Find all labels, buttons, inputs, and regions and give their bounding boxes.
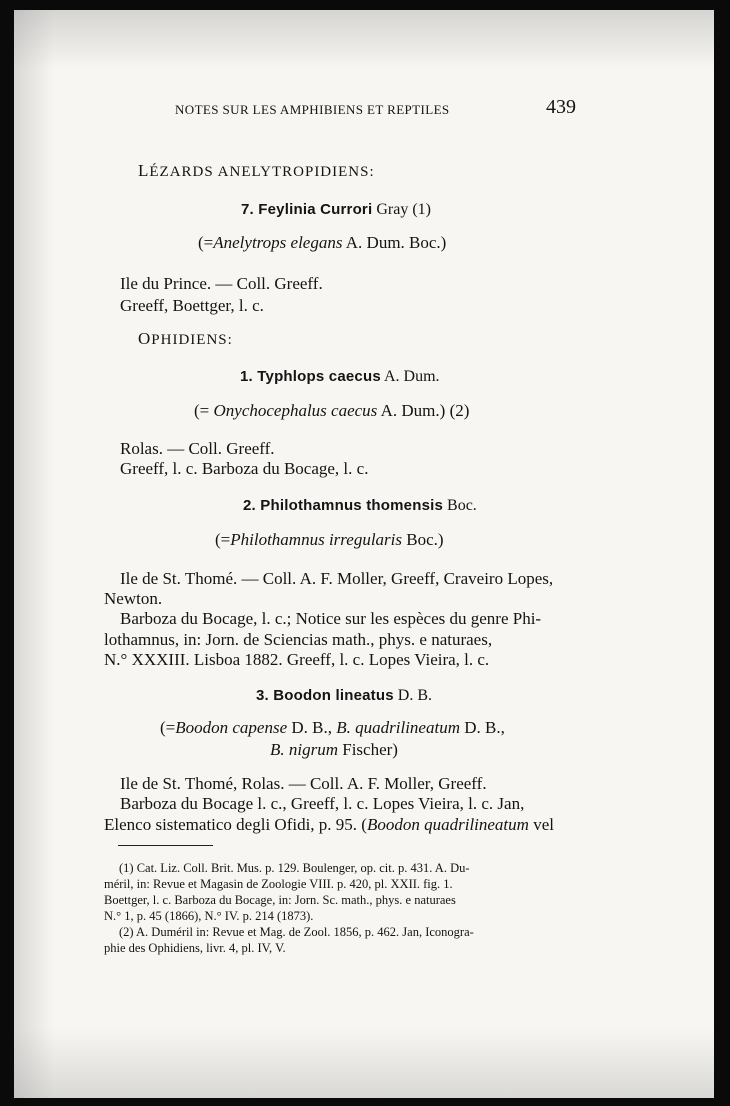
synonym-open: (= — [198, 233, 214, 252]
species-title-boodon — [256, 687, 432, 705]
philothamnus-line-4: lothamnus, in: Jorn. de Sciencias math., phys. e naturaes, — [104, 630, 493, 649]
synonym-open: (= — [215, 530, 231, 549]
synonym-authority-2: D. B., — [459, 718, 505, 737]
scan-shadow-bottom — [14, 1028, 714, 1098]
footnote-2-line-2: phie des Ophidiens, livr. 4, pl. IV, V. — [104, 941, 286, 955]
synonym-authority: A. Dum.) (2) — [377, 401, 470, 420]
species-authority: Boc. — [443, 497, 477, 514]
philothamnus-line-5: N.° XXXIII. Lisboa 1882. Greeff, l. c. Lopes Vieira, l. c. — [104, 650, 490, 669]
species-name: 7. Feylinia Currori — [241, 201, 373, 218]
typhlops-locality: Rolas. — Coll. Greeff. — [120, 439, 275, 458]
heading-initial: L — [138, 161, 150, 180]
section-heading-snakes — [138, 329, 233, 349]
synonym-authority: Fischer) — [338, 740, 398, 759]
running-title: NOTES SUR LES AMPHIBIENS ET REPTILES — [175, 102, 450, 117]
section-heading-lizards — [138, 161, 375, 181]
heading-rest: ÉZARDS ANELYTROPIDIENS: — [149, 164, 375, 180]
scan-shadow-top — [14, 10, 714, 70]
species-name: 2. Philothamnus thomensis — [243, 497, 444, 514]
reference-end: vel — [528, 815, 554, 834]
boodon-locality: Ile de St. Thomé, Rolas. — Coll. A. F. Moller, Greeff. — [120, 774, 487, 793]
feylinia-locality: Ile du Prince. — Coll. Greeff. — [120, 274, 323, 293]
synonym-typhlops — [194, 401, 469, 421]
synonym-boodon-line-2 — [270, 740, 398, 760]
species-title-philothamnus — [243, 497, 477, 515]
footnote-divider — [118, 845, 213, 846]
species-name: 3. Boodon lineatus — [256, 687, 394, 704]
reference-italic: Boodon quadrilineatum — [366, 815, 529, 834]
footnote-2-line-1: (2) A. Duméril in: Revue et Mag. de Zool. 1856, p. 462. Jan, Iconogra- — [119, 925, 474, 939]
species-title-feylinia — [241, 201, 431, 219]
synonym-name: B. nigrum — [270, 740, 338, 759]
synonym-name-2: B. quadrilineatum — [336, 718, 460, 737]
synonym-boodon-line-1 — [160, 718, 505, 738]
philothamnus-line-3: Barboza du Bocage, l. c.; Notice sur les espèces du genre Phi- — [120, 609, 542, 628]
species-authority: Gray (1) — [372, 201, 431, 218]
reference-text: Elenco sistematico degli Ofidi, p. 95. ( — [104, 815, 367, 834]
synonym-open: (= — [160, 718, 176, 737]
synonym-authority: Boc.) — [402, 530, 444, 549]
scan-shadow-left — [14, 10, 54, 1098]
synonym-name: Anelytrops elegans — [213, 233, 343, 252]
philothamnus-line-1: Ile de St. Thomé. — Coll. A. F. Moller, Greeff, Craveiro Lopes, — [120, 569, 554, 588]
synonym-name: Philothamnus irregularis — [230, 530, 402, 549]
synonym-philothamnus — [215, 530, 444, 550]
page-number: 439 — [546, 96, 576, 118]
synonym-name: Boodon capense — [175, 718, 288, 737]
synonym-authority: A. Dum. Boc.) — [342, 233, 447, 252]
typhlops-references: Greeff, l. c. Barboza du Bocage, l. c. — [120, 459, 369, 478]
footnote-1-line-2: méril, in: Revue et Magasin de Zoologie VIII. p. 420, pl. XXII. fig. 1. — [104, 877, 453, 891]
footnote-1-line-1: (1) Cat. Liz. Coll. Brit. Mus. p. 129. Boulenger, op. cit. p. 431. A. Du- — [119, 861, 470, 875]
synonym-feylinia — [198, 233, 446, 253]
species-name: 1. Typhlops caecus — [240, 368, 381, 385]
species-title-typhlops — [240, 368, 440, 386]
synonym-open: (= — [194, 401, 214, 420]
philothamnus-line-2: Newton. — [104, 589, 163, 608]
heading-initial: O — [138, 329, 152, 348]
footnote-1-line-4: N.° 1, p. 45 (1866), N.° IV. p. 214 (1873). — [104, 909, 314, 923]
feylinia-references: Greeff, Boettger, l. c. — [120, 296, 264, 315]
heading-rest: PHIDIENS: — [151, 332, 233, 348]
synonym-name: Onychocephalus caecus — [213, 401, 378, 420]
species-authority: A. Dum. — [380, 368, 440, 385]
boodon-references-2 — [104, 814, 554, 836]
footnote-1-line-3: Boettger, l. c. Barboza du Bocage, in: Jorn. Sc. math., phys. e naturaes — [104, 893, 456, 907]
species-authority: D. B. — [393, 687, 433, 704]
boodon-references-1: Barboza du Bocage l. c., Greeff, l. c. Lopes Vieira, l. c. Jan, — [120, 794, 525, 813]
synonym-authority: D. B., — [287, 718, 337, 737]
